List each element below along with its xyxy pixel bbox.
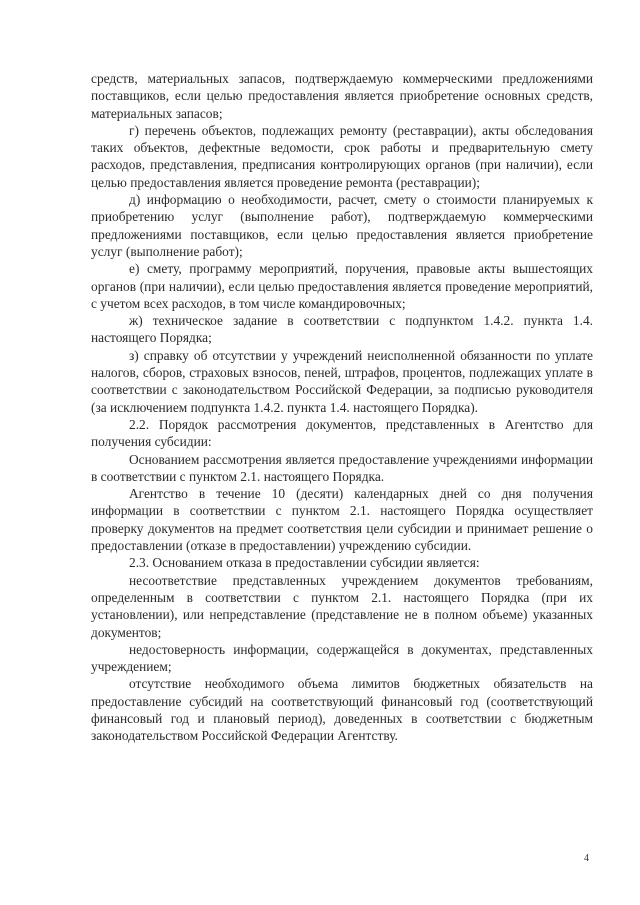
paragraph-refusal-inaccuracy: недостоверность информации, содержащейся в документах, представленных учреждением; — [91, 641, 593, 675]
paragraph-item-z: з) справку об отсутствии у учреждений неисполненной обязанности по уплате налогов, сборов, страховых взносов, пеней, штрафов, процентов, подлежащих уплате в соответствии с законодательством Российской Федерации, за подписью руководителя (за исключением подпункта 1.4.2. пункта 1.4. настоящего Порядка). — [91, 347, 593, 415]
paragraph-agency-review: Агентство в течение 10 (десяти) календарных дней со дня получения информации в соответствии с пунктом 2.1. настоящего Порядка осуществляет проверку документов на предмет соответствия цели субсидии и принимает решение о предоставлении (отказе в предоставлении) учреждению субсидии. — [91, 486, 593, 554]
paragraph-refusal-nonconformity: несоответствие представленных учреждением документов требованиям, определенным в соответствии с пунктом 2.1. настоящего Порядка (при их установлении), или непредставление (представление не в полном объеме) указанных документов; — [91, 572, 593, 640]
document-body — [91, 70, 593, 745]
paragraph-item-e: е) смету, программу мероприятий, поручения, правовые акты вышестоящих органов (при наличии), если целью предоставления является проведение мероприятий, с учетом всех расходов, в том числе командировочных; — [91, 261, 593, 311]
paragraph-section-2-2: 2.2. Порядок рассмотрения документов, представленных в Агентство для получения субсидии: — [91, 416, 593, 450]
paragraph-refusal-limits: отсутствие необходимого объема лимитов бюджетных обязательств на предоставление субсидий на соответствующий финансовый год (соответствующий финансовый год и плановый период), доведенных в соответствии с бюджетным законодательством Российской Федерации Агентству. — [91, 676, 593, 744]
paragraph-item-d: д) информацию о необходимости, расчет, смету о стоимости планируемых к приобретению услуг (выполнение работ), подтверждаемую коммерческими предложениями поставщиков, если целью предоставления является приобретение услуг (выполнение работ); — [91, 192, 593, 259]
paragraph-item-g: г) перечень объектов, подлежащих ремонту (реставрации), акты обследования таких объектов, дефектные ведомости, срок работы и предварительную смету расходов, представления, предписания контролирующих органов (при наличии), если целью предоставления является проведение ремонта (реставрации); — [91, 122, 593, 190]
paragraph-section-2-3: 2.3. Основанием отказа в предоставлении субсидии является: — [129, 555, 480, 571]
paragraph-review-basis: Основанием рассмотрения является предоставление учреждениями информации в соответствии с пунктом 2.1. настоящего Порядка. — [91, 451, 593, 484]
page-number: 4 — [584, 853, 589, 864]
paragraph-continuation: средств, материальных запасов, подтверждаемую коммерческими предложениями поставщиков, если целью предоставления является приобретение основных средств, материальных запасов; — [91, 71, 593, 121]
paragraph-item-zh: ж) техническое задание в соответствии с подпунктом 1.4.2. пункта 1.4. настоящего Порядка; — [91, 313, 593, 346]
